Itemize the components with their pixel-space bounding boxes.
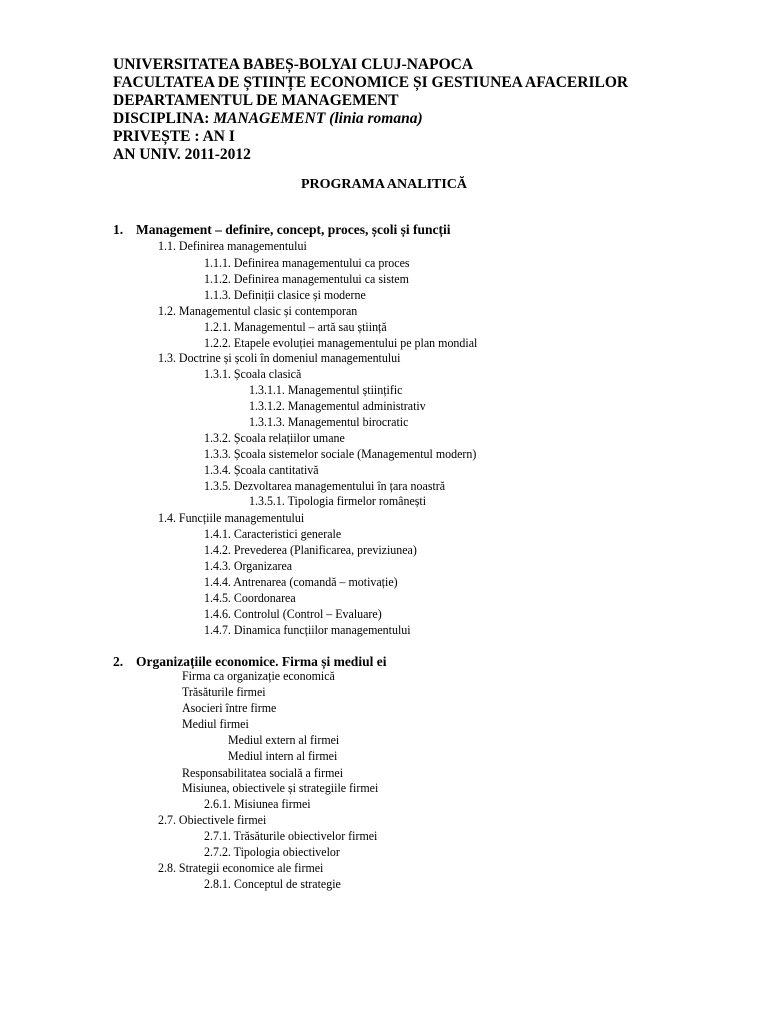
outline-item: 1.4.4. Antrenarea (comandă – motivație) <box>204 574 398 589</box>
outline-item: 1.3.2. Școala relațiilor umane <box>204 430 345 445</box>
section-title: Organizațiile economice. Firma și mediul ei <box>136 654 387 669</box>
outline-item: 1.3. Doctrine și școli în domeniul managementului <box>158 350 401 365</box>
outline-item: 1.3.5. Dezvoltarea managementului în țara noastră <box>204 478 446 493</box>
outline-item: 2.7. Obiectivele firmei <box>158 812 267 827</box>
section-number: 1. <box>113 222 124 237</box>
outline-item: 1.1.2. Definirea managementului ca sistem <box>204 271 409 286</box>
outline-item: 2.7.1. Trăsăturile obiectivelor firmei <box>204 828 378 843</box>
faculty-name: FACULTATEA DE ȘTIINȚE ECONOMICE ȘI GESTIUNEA AFACERILOR <box>113 74 629 91</box>
outline-item: 2.8. Strategii economice ale firmei <box>158 860 324 875</box>
outline-item: 1.2.2. Etapele evoluției managementului pe plan mondial <box>204 335 478 350</box>
academic-year: AN UNIV. 2011-2012 <box>113 146 251 163</box>
outline-item: 1.3.1.2. Managementul administrativ <box>249 398 426 413</box>
outline-item: 1.4.3. Organizarea <box>204 558 293 573</box>
outline-item: 1.4.7. Dinamica funcțiilor managementului <box>204 622 411 637</box>
outline-item: Firma ca organizație economică <box>182 668 335 683</box>
outline-item: 2.6.1. Misiunea firmei <box>204 796 311 811</box>
outline-item: Responsabilitatea socială a firmei <box>182 765 344 780</box>
outline-item: 1.1.3. Definiții clasice și moderne <box>204 287 366 302</box>
section-number: 2. <box>113 654 124 669</box>
outline-item: Mediul extern al firmei <box>228 732 340 747</box>
department-name: DEPARTAMENTUL DE MANAGEMENT <box>113 92 399 109</box>
outline-item: 1.3.1. Școala clasică <box>204 366 302 381</box>
outline-item: Misiunea, obiectivele și strategiile firmei <box>182 780 379 795</box>
outline-item: 1.4.5. Coordonarea <box>204 590 296 605</box>
discipline-value: MANAGEMENT (linia romana) <box>213 110 423 127</box>
section-title: Management – definire, concept, proces, școli și funcții <box>136 222 451 237</box>
university-name: UNIVERSITATEA BABEȘ-BOLYAI CLUJ-NAPOCA <box>113 56 474 73</box>
discipline-line <box>113 110 423 128</box>
outline-item: 1.4.2. Prevederea (Planificarea, previziunea) <box>204 542 417 557</box>
outline-item: Mediul firmei <box>182 716 249 731</box>
outline-item: 1.3.4. Școala cantitativă <box>204 462 319 477</box>
discipline-label: DISCIPLINA: <box>113 110 214 127</box>
outline-item: 1.3.1.1. Managementul științific <box>249 382 403 397</box>
outline-item: 2.8.1. Conceptul de strategie <box>204 876 341 891</box>
outline-item: Trăsăturile firmei <box>182 684 266 699</box>
outline-item: 1.2.1. Managementul – artă sau știință <box>204 319 387 334</box>
outline-item: Asocieri între firme <box>182 700 277 715</box>
outline-item: 1.4.6. Controlul (Control – Evaluare) <box>204 606 382 621</box>
outline-item: 1.3.5.1. Tipologia firmelor românești <box>249 493 427 508</box>
outline-item: 1.1. Definirea managementului <box>158 238 307 253</box>
year-of-study: PRIVEȘTE : AN I <box>113 128 235 145</box>
outline-item: 1.3.3. Școala sistemelor sociale (Managementul modern) <box>204 446 477 461</box>
outline-item: Mediul intern al firmei <box>228 748 338 763</box>
outline-item: 1.1.1. Definirea managementului ca proces <box>204 255 410 270</box>
page-title: PROGRAMA ANALITICĂ <box>300 177 468 192</box>
outline-item: 1.3.1.3. Managementul birocratic <box>249 414 409 429</box>
outline-item: 1.4.1. Caracteristici generale <box>204 526 342 541</box>
outline-item: 1.2. Managementul clasic și contemporan <box>158 303 358 318</box>
outline-item: 2.7.2. Tipologia obiectivelor <box>204 844 340 859</box>
outline-item: 1.4. Funcțiile managementului <box>158 510 305 525</box>
